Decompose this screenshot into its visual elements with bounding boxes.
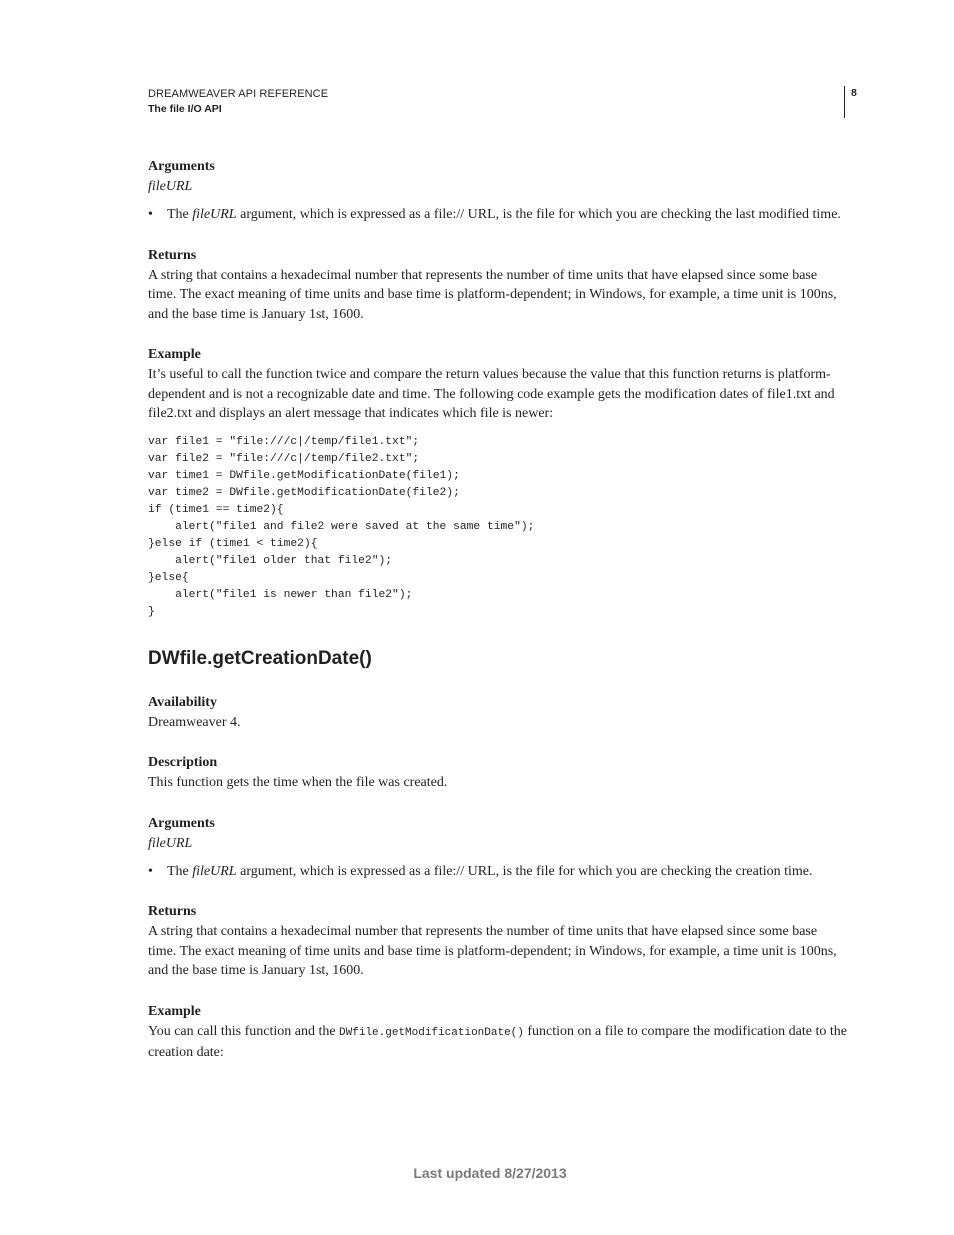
availability-heading: Availability — [148, 694, 217, 710]
running-header-subtitle: The file I/O API — [148, 103, 222, 115]
argument-bullet: • The fileURL argument, which is expressed as a file:// URL, is the file for which you are checking the last modified time. — [148, 205, 848, 225]
returns-heading: Returns — [148, 247, 197, 263]
argument-name-2: fileURL — [148, 835, 193, 851]
arguments-heading-2: Arguments — [148, 815, 215, 831]
last-updated: Last updated 8/27/2013 — [413, 1165, 567, 1181]
footer — [0, 1165, 954, 1181]
inline-code: DWfile.getModificationDate() — [339, 1026, 524, 1039]
returns-heading-2: Returns — [148, 904, 197, 920]
example-heading-2: Example — [148, 1003, 201, 1019]
argument-bullet-2: • The fileURL argument, which is expressed as a file:// URL, is the file for which you are checking the creation time. — [148, 862, 848, 882]
running-header-title: DREAMWEAVER API REFERENCE — [148, 88, 329, 100]
page-number: 8 — [851, 87, 857, 99]
bullet-icon: • — [148, 207, 153, 222]
returns-text-2: A string that contains a hexadecimal number that represents the number of time units that have elapsed since some base time. The exact meaning of time units and base time is platform-dependent; in Windows, for example, a time unit is 100ns, and the base time is January 1st, 1600. — [148, 924, 837, 979]
bullet-icon: • — [148, 863, 153, 879]
description-heading: Description — [148, 755, 218, 771]
example-text-2: You can call this function and the DWfile.getModificationDate() function on a file to compare the modification date to the creation date: — [148, 1023, 847, 1061]
code-example: var file1 = "file:///c|/temp/file1.txt"; var file2 = "file:///c|/temp/file2.txt"; var time1 = DWfile.getModificationDate(file1); var time2 = DWfile.getModificationDate(file2); if (time1 == time2){ alert("file1 and file2 were saved at the same time"); }else if (time1 < time2){ alert("file1 older that file2"); }else{ alert("file1 is newer than file2"); } — [148, 435, 535, 619]
description-text: This function gets the time when the file was created. — [148, 775, 448, 791]
page-content — [148, 157, 848, 1063]
example-heading: Example — [148, 347, 201, 362]
argument-name: fileURL — [148, 179, 193, 194]
example-text: It’s useful to call the function twice and compare the return values because the value that this function returns is platform-dependent and is not a recognizable date and time. The following code example gets the modification dates of file1.txt and file2.txt and displays an alert message that indicates which file is newer: — [148, 367, 835, 421]
arguments-heading: Arguments — [148, 159, 215, 174]
returns-text: A string that contains a hexadecimal number that represents the number of time units that have elapsed since some base time. The exact meaning of time units and base time is platform-dependent; in Windows, for example, a time unit is 100ns, and the base time is January 1st, 1600. — [148, 267, 837, 322]
header-divider — [844, 86, 845, 118]
function-title: DWfile.getCreationDate() — [148, 647, 372, 669]
availability-text: Dreamweaver 4. — [148, 714, 241, 730]
